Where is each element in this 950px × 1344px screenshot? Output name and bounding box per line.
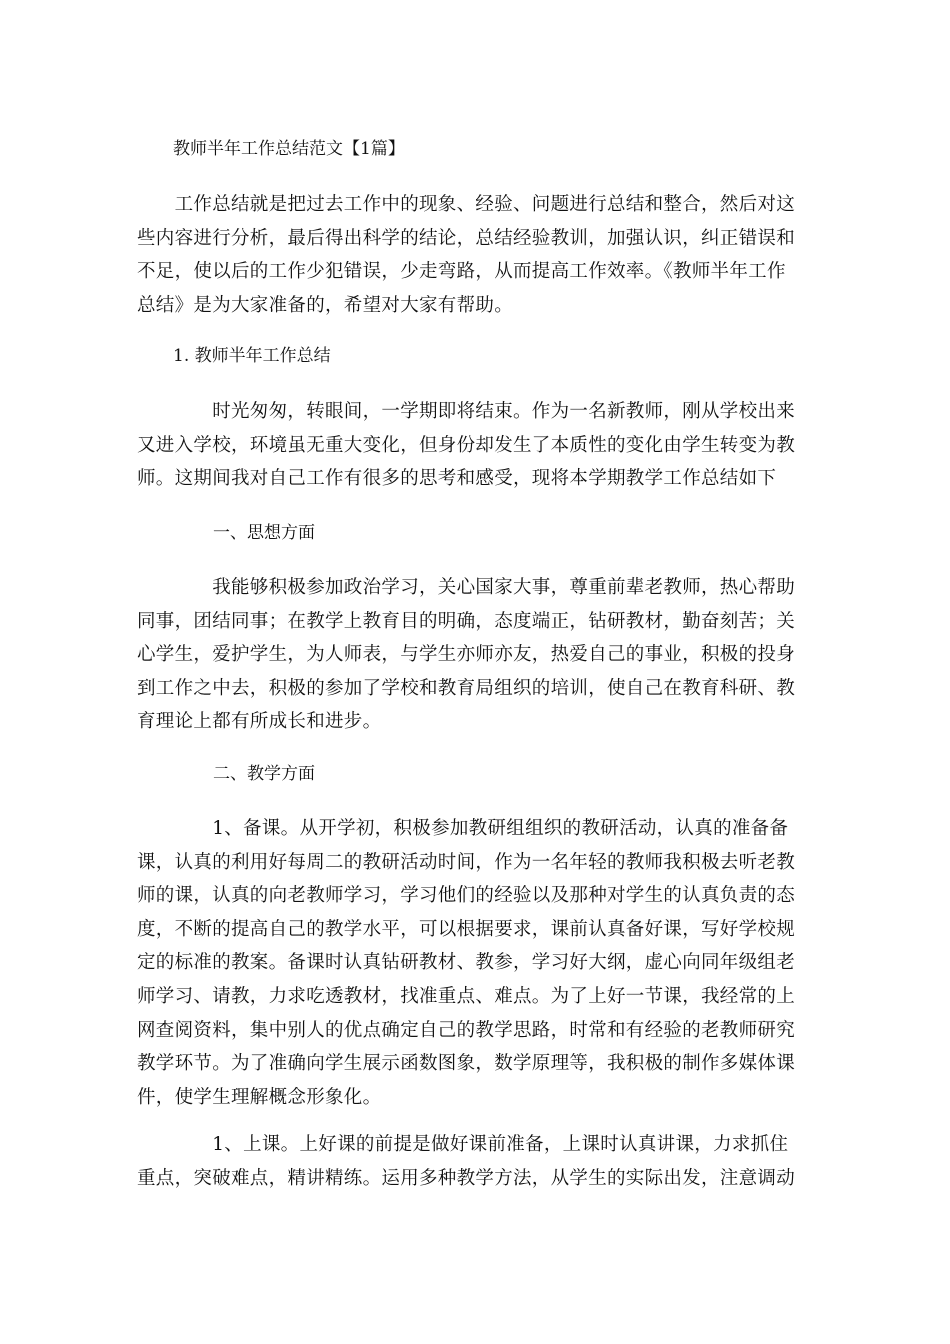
thought-paragraph [137, 571, 813, 739]
section-1-heading: 1. 教师半年工作总结 [173, 346, 331, 366]
text-line: 同事，团结同事；在教学上教育目的明确，态度端正，钻研教材，勤奋刻苦；关 [137, 610, 796, 632]
text-line: 工作总结就是把过去工作中的现象、经验、问题进行总结和整合，然后对这 [137, 194, 796, 215]
text-line: 网查阅资料，集中别人的优点确定自己的教学思路，时常和有经验的老教师研究 [137, 1019, 796, 1041]
document-title: 教师半年工作总结范文【1篇】 [173, 139, 405, 159]
class-paragraph [137, 1128, 813, 1195]
text-line: 师的课，认真的向老教师学习，学习他们的经验以及那种对学生的认真负责的态 [137, 885, 796, 907]
heading-thought: 一、思想方面 [213, 523, 315, 543]
text-line: 师学习、请教，力求吃透教材，找准重点、难点。为了上好一节课，我经常的上 [137, 985, 796, 1007]
text-line: 定的标准的教案。备课时认真钻研教材、教参，学习好大纲，虚心向同年级组老 [137, 952, 796, 974]
section-1-paragraph [137, 395, 813, 496]
prep-paragraph [137, 812, 813, 1114]
text-line: 总结》是为大家准备的，希望对大家有帮助。 [137, 294, 514, 316]
text-line: 1、上课。上好课的前提是做好课前准备，上课时认真讲课，力求抓住 [137, 1134, 789, 1155]
text-line: 育理论上都有所成长和进步。 [137, 711, 382, 733]
text-line: 重点，突破难点，精讲精练。运用多种教学方法，从学生的实际出发，注意调动 [137, 1167, 796, 1189]
text-line: 心学生，爱护学生，为人师表，与学生亦师亦友，热爱自己的事业，积极的投身 [137, 644, 796, 666]
text-line: 课，认真的利用好每周二的教研活动时间，作为一名年轻的教师我积极去听老教 [137, 851, 796, 873]
text-line: 件，使学生理解概念形象化。 [137, 1086, 382, 1108]
text-line: 度，不断的提高自己的教学水平，可以根据要求，课前认真备好课，写好学校规 [137, 918, 796, 940]
intro-paragraph [137, 188, 813, 322]
text-line: 时光匆匆，转眼间，一学期即将结束。作为一名新教师，刚从学校出来 [137, 401, 796, 422]
text-line: 不足，使以后的工作少犯错误，少走弯路，从而提高工作效率。《教师半年工作 [137, 261, 786, 283]
text-line: 又进入学校，环境虽无重大变化，但身份却发生了本质性的变化由学生转变为教 [137, 434, 796, 456]
text-line: 些内容进行分析，最后得出科学的结论，总结经验教训，加强认识，纠正错误和 [137, 227, 796, 249]
text-line: 教学环节。为了准确向学生展示函数图象，数学原理等，我积极的制作多媒体课 [137, 1053, 796, 1075]
heading-teaching: 二、教学方面 [213, 764, 315, 784]
text-line: 我能够积极参加政治学习，关心国家大事，尊重前辈老教师，热心帮助 [137, 577, 796, 598]
text-line: 师。这期间我对自己工作有很多的思考和感受，现将本学期教学工作总结如下 [137, 468, 777, 490]
text-line: 到工作之中去，积极的参加了学校和教育局组织的培训，使自己在教育科研、教 [137, 677, 796, 699]
text-line: 1、备课。从开学初，积极参加教研组组织的教研活动，认真的准备备 [137, 818, 789, 839]
